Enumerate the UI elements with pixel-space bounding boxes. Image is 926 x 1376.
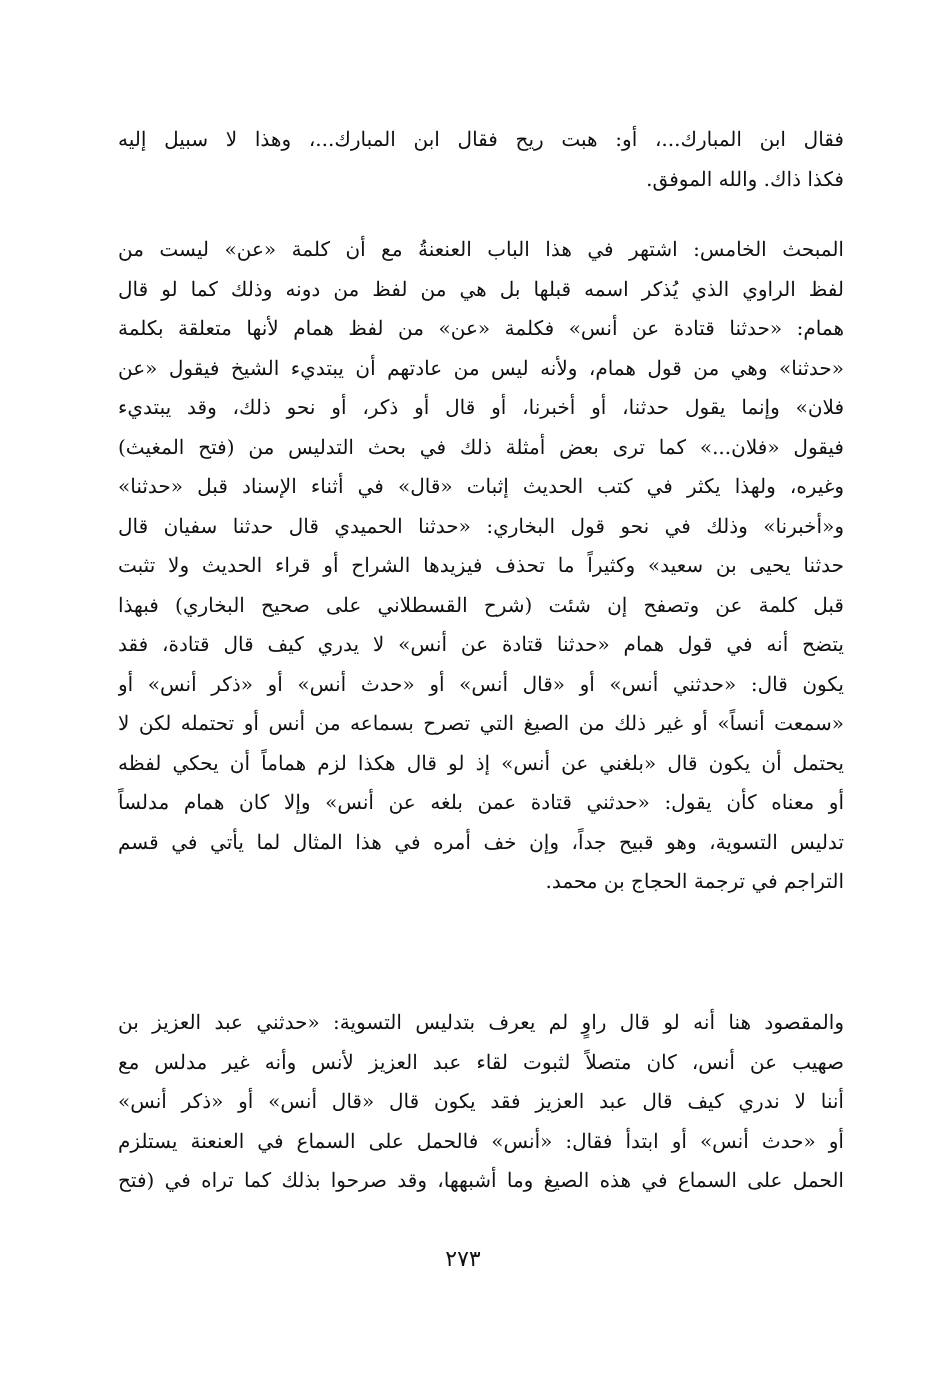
text-line: حدثنا يحيى بن سعيد» وكثيراً ما تحذف فيزيدها الشراح أو قراء الحديث ولا تثبت [118,553,844,577]
paragraph-intended-meaning [118,1003,844,1201]
text-line: وغيره، ولهذا يكثر في كتب الحديث إثبات «قال» في أثناء الإسناد قبل «حدثنا» [118,474,844,498]
text-line: «سمعت أنساً» أو غير ذلك من الصيغ التي تصرح بسماعه من أنس أو تحتمله لكن لا [118,711,844,735]
text-line: التراجم في ترجمة الحجاج بن محمد. [545,869,844,893]
paragraph-continuation [118,120,844,199]
text-line: و«أخبرنا» وذلك في نحو قول البخاري: «حدثنا الحميدي قال حدثنا سفيان قال [118,513,844,538]
text-line: الحمل على السماع في هذه الصيغ وما أشبهها، وقد صرحوا بذلك كما تراه في (فتح [118,1168,844,1192]
text-line: فيقول «فلان...» كما ترى بعض أمثلة ذلك في بحث التدليس من (فتح المغيث) [118,434,844,459]
text-line: لفظ الراوي الذي يُذكر اسمه قبلها بل هي من لفظ من دونه وذلك كما لو قال [118,276,844,301]
text-line: المبحث الخامس: اشتهر في هذا الباب العنعنةُ مع أن كلمة «عن» ليست من [118,237,844,261]
text-line: فلان» وإنما يقول حدثنا، أو أخبرنا، أو قال أو ذكر، أو نحو ذلك، وقد يبتديء [118,395,844,419]
text-line: يحتمل أن يكون قال «بلغني عن أنس» إذ لو قال هكذا لزم هماماً أن يحكي لفظه [118,750,844,775]
text-line: والمقصود هنا أنه لو قال راوٍ لم يعرف بتدليس التسوية: «حدثني عبد العزيز بن [118,1010,844,1034]
text-line: أو «حدث أنس» أو ابتدأ فقال: «أنس» فالحمل على السماع في العنعنة يستلزم [118,1128,844,1153]
text-line: أو معناه كأن يقول: «حدثني قتادة عمن بلغه عن أنس» وإلا كان همام مدلساً [118,790,844,814]
text-line: فكذا ذاك. والله الموفق. [646,166,844,191]
text-line: فقال ابن المبارك...، أو: هبت ريح فقال ابن المبارك...، وهذا لا سبيل إليه [118,127,844,151]
text-line: صهيب عن أنس، كان متصلاً لثبوت لقاء عبد العزيز لأنس وأنه غير مدلس مع [118,1049,844,1074]
page-number: ٢٧٣ [445,1247,481,1272]
text-line: «حدثنا» وهي من قول همام، ولأنه ليس من عادتهم أن يبتديء الشيخ فيقول «عن [118,355,844,380]
text-line: تدليس التسوية، وهو قبيح جداً، وإن خف أمره في هذا المثال لما يأتي في قسم [118,829,844,854]
text-line: أننا لا ندري كيف قال عبد العزيز فقد يكون قال «قال أنس» أو «ذكر أنس» [118,1089,844,1113]
text-line: يتضح أنه في قول همام «حدثنا قتادة عن أنس» لا يدري كيف قال قتادة، فقد [118,632,844,656]
text-line: يكون قال: «حدثني أنس» أو «قال أنس» أو «حدث أنس» أو «ذكر أنس» أو [118,671,844,696]
paragraph-fifth-section [118,230,844,902]
text-line: قبل كلمة عن وتصفح إن شئت (شرح القسطلاني على صحيح البخاري) فبهذا [118,592,844,617]
text-line: همام: «حدثنا قتادة عن أنس» فكلمة «عن» من لفظ همام لأنها متعلقة بكلمة [118,316,844,340]
